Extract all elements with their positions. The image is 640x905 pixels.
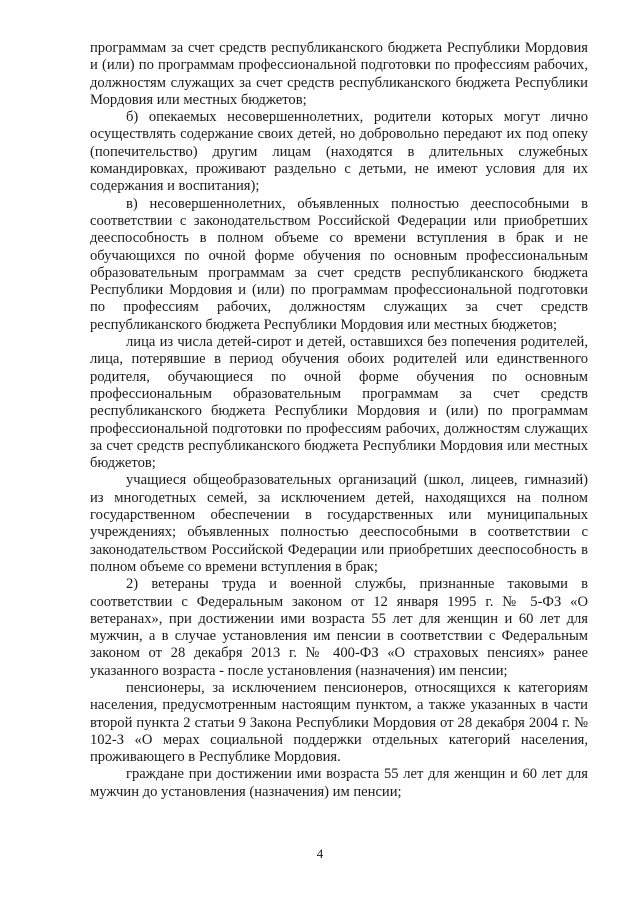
page-body: [90, 40, 588, 801]
page-number: 4: [316, 846, 324, 861]
paragraph-pensioners: пенсионеры, за исключением пенсионеров, относящихся к категориям населения, предусмотренным настоящим пунктом, а также указанных в части второй пункта 2 статьи 9 Закона Республики Мордовия от 28 декабря 2004 г. № 102-З «О мерах социальной поддержки отдельных категорий населения, проживающего в Республике Мордовия.: [90, 679, 588, 766]
paragraph-b-guardianship: б) опекаемых несовершеннолетних, родители которых могут лично осуществлять содержание своих детей, но добровольно передают их под опеку (попечительство) другим лицам (находятся в длительных служебных командировках, проживают раздельно с детьми, не имеют условия для их содержания и воспитания);: [90, 109, 588, 195]
paragraph-pre-retirement: граждане при достижении ими возраста 55 лет для женщин и 60 лет для мужчин до установления (назначения) им пенсии;: [90, 766, 588, 800]
paragraph-2-veterans: 2) ветераны труда и военной службы, признанные таковыми в соответствии с Федеральным законом от 12 января 1995 г. № 5-ФЗ «О ветеранах», при достижении ими возраста 55 лет для женщин и 60 лет для мужчин, а в случае установления им пенсии в соответствии с Федеральным законом от 28 декабря 2013 г. № 400-ФЗ «О страховых пенсиях» ранее указанного возраста - после установления (назначения) им пенсии;: [90, 576, 588, 679]
paragraph-program-continuation: программам за счет средств республиканского бюджета Республики Мордовия и (или) по программам профессиональной подготовки по профессиям рабочих, должностям служащих за счет средств республиканского бюджета Республики Мордовия или местных бюджетов;: [90, 40, 588, 108]
paragraph-orphans: лица из числа детей-сирот и детей, оставшихся без попечения родителей, лица, потерявшие в период обучения обоих родителей или единственного родителя, обучающиеся по очной форме обучения по основным профессиональным образовательным программам за счет средств республиканского бюджета Республики Мордовия и (или) по программам профессиональной подготовки по профессиям рабочих, должностям служащих за счет средств республиканского бюджета Республики Мордовия или местных бюджетов;: [90, 334, 588, 472]
paragraph-large-families: учащиеся общеобразовательных организаций (школ, лицеев, гимназий) из многодетных семей, за исключением детей, находящихся на полном государственном обеспечении в государственных или муниципальных учреждениях; объявленных полностью дееспособными в соответствии с законодательством Российской Федерации или приобретших дееспособность в полном объеме со времени вступления в брак;: [90, 472, 588, 575]
paragraph-v-emancipated-minors: в) несовершеннолетних, объявленных полностью дееспособными в соответствии с законодательством Российской Федерации или приобретших дееспособность в полном объеме со времени вступления в брак и не обучающихся по очной форме обучения по основным профессиональным образовательным программам за счет средств республиканского бюджета Республики Мордовия и (или) по программам профессиональной подготовки по профессиям рабочих, должностям служащих за счет средств республиканского бюджета Республики Мордовия или местных бюджетов;: [90, 195, 588, 333]
